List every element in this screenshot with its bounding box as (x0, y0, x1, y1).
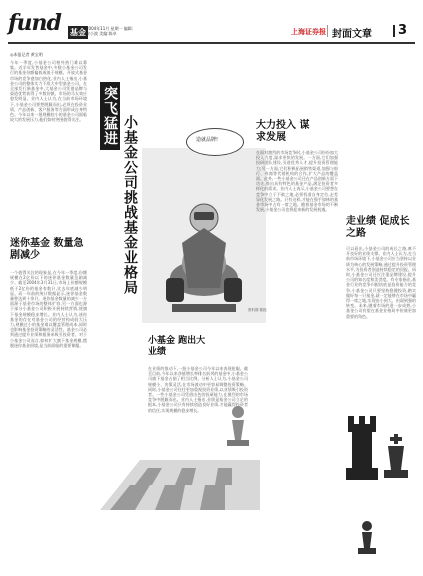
page-header (8, 4, 415, 48)
feature-photo (142, 128, 266, 323)
header-divider (327, 25, 328, 37)
feature-title-line2: 小基金公司挑战基金业格局 (122, 115, 138, 295)
section-title: 封面文章 (332, 29, 372, 40)
page-number: 3 (398, 23, 408, 38)
feature-title-line1: 突飞猛进 (100, 82, 120, 150)
article-body-mini-funds: 一个值得关注的现象是,在今年一季度,份额规模在2亿份以下的迷你基金数量急剧减少。截至2004年3月31日,市场上份额规模低于2亿份的基金有数只,比去年底减少明显。而一年前的统计数据显示,迷你基金数量曾达到十余只。迷你基金数量的减少一方面源于基金市场的整体扩容,另一方面也源于部分小基金公司积极开展持续营销,使旗下基金规模稳步增长。业内人士认为,迷你基金的存在对基金公司的经营构成较大压力,规模过小的基金难以覆盖管理成本,同时也影响基金投资策略的灵活性。基金公司必须通过提升业绩和服务来吸引投资者。对于小基金公司而言,如何扩大旗下基金规模,摆脱迷你基金困境,是当前面临的重要课题。 (10, 270, 87, 348)
article-body-intro: 今年一季度,小基金公司格外热门难以募集。近半年发售基金中,多数小基金公司发行的基金份额偏低或低于规模。开放式基金市场的竞争愈加白热化,业内人士指出,小基金公司的整体实力不敌大中型基金公司。在全部发行新基金中,大基金公司凭借品牌与渠道优势获得了多数份额。市场的马太效应愈发明显。业内人士认为,在当前市场环境下,小基金公司要想脱颖而出,必须在投资业绩、产品创新、客户服务等方面形成自身特色。今年以来一批规模较小的基金公司面临较大的发展压力,他们如何突围值得关注。 (10, 60, 87, 123)
date-line: 2004年11月 星期一 编辑:宋小波 美编:陈卓 (86, 26, 134, 36)
byline: ◎本报记者 黄宝明 (10, 52, 43, 57)
header-rule (8, 42, 415, 44)
subheading-growth: 走业绩 促成长之路 (346, 216, 410, 239)
newspaper-name: 上海证券报 (291, 28, 326, 36)
subheading-investment: 大力投入 谋求发展 (256, 120, 310, 143)
article-body-investment: 在面对激烈的市场竞争时,小基金公司纷纷加大投入力度,谋求更快的发展。一方面,它们加强投研团队建设,引进优秀人才,提升投资管理能力;另一方面,它们积极拓展销售渠道,加强与银行、券商等代销机构的合作,扩大产品的覆盖面。此外,一些小基金公司还在产品创新方面下功夫,推出具有特色的基金产品,满足投资者多样化的需求。业内人士表示,小基金公司要想在竞争中立于不败之地,必须找准自身定位,走差异化发展之路。只有这样,才能在强手如林的基金市场中占有一席之地。随着基金市场的不断发展,小基金公司也将迎来新的发展机遇。 (256, 150, 338, 213)
speech-bubble-text: 造就品牌! (196, 137, 219, 143)
section-name-en: fund (8, 10, 61, 36)
article-body-performance: 在业绩的推动下,一批小基金公司今年以来表现抢眼。截至目前,今年以来净值增长率排名前列的基金中,小基金公司旗下基金占据了相当比例。分析人士认为,小基金公司规模小、决策灵活,在市场波动中更容易调整投资策略。同时,小基金公司往往更加重视投资业绩,以业绩吸引投资者。一些小基金公司凭借出色的投研能力,在激烈的市场竞争中脱颖而出。业内人士指出,业绩是基金公司立足的根本,小基金公司只有持续创造良好业绩,才能赢得投资者的信任,实现规模的稳步增长。 (148, 366, 248, 413)
page-number-bar (393, 25, 395, 37)
section-name-cn: 基金 (70, 28, 86, 37)
article-body-growth: 可以看出,小基金公司的成长之路,离不开良好的业绩支撑。业内人士认为,在当前市场环境下,小基金公司应当坚持以业绩为核心的发展策略,通过提升投资管理水平,为投资者创造持续稳定的回报。同时,小基金公司还应注重品牌建设,提升公司的知名度和美誉度。有专家指出,基金行业的竞争归根结底是投资能力的竞争,小基金公司只要坚持稳健投资,踏实做好每一只基金,就一定能够在市场中赢得一席之地,实现由小到大、由弱到强的转变。未来,随着市场的进一步成熟,小基金公司有望在基金业格局中扮演更加重要的角色。 (346, 246, 416, 319)
subheading-mini-funds: 迷你基金 数量急剧减少 (10, 238, 84, 261)
subheading-performance: 小基金 跑出大业绩 (148, 336, 206, 357)
photo-credit: 资料图 陈振 (248, 308, 267, 312)
